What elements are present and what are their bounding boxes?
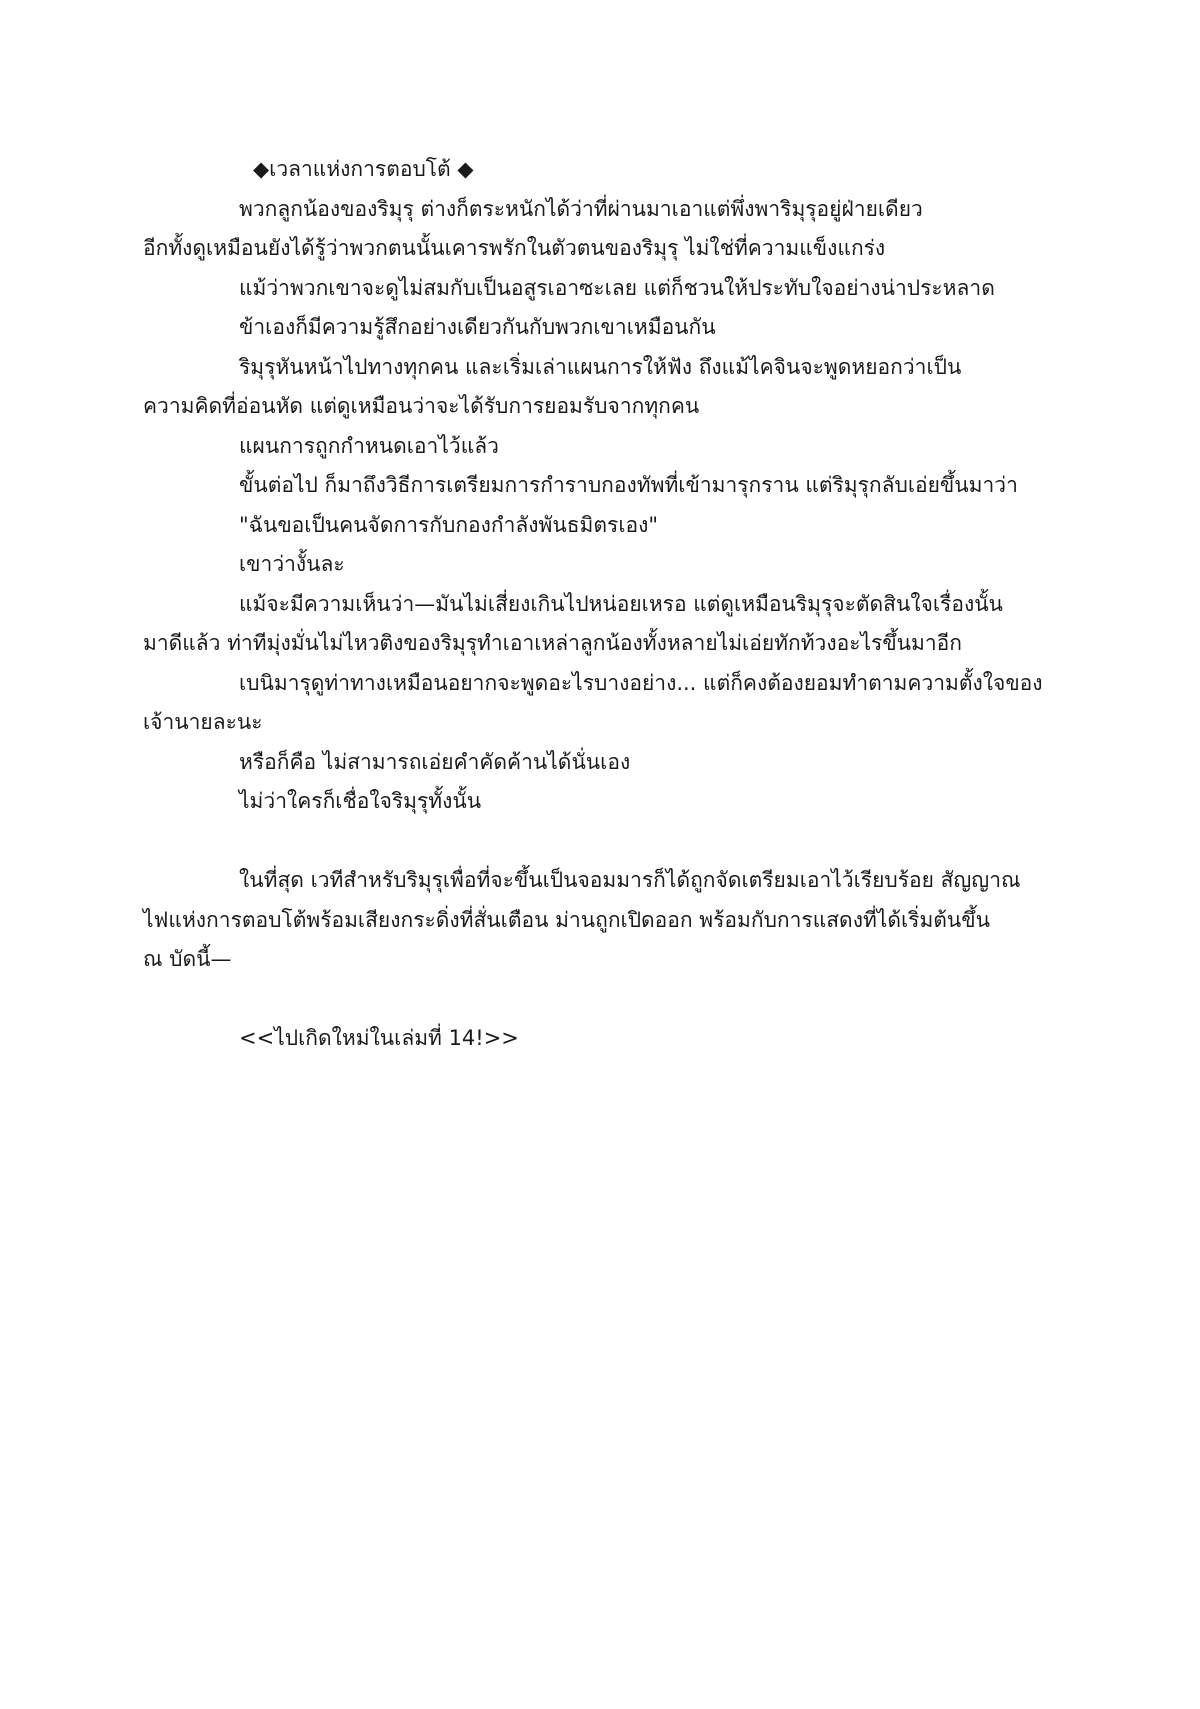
- document-body: [143, 150, 1056, 1059]
- paragraph-gap: [143, 980, 1056, 1020]
- paragraph-line: เขาว่างั้นละ: [239, 552, 345, 576]
- paragraph-line: อีกทั้งดูเหมือนยังได้รู้ว่าพวกตนนั้นเคารพรักในตัวตนของริมุรุ ไม่ใช่ที่ความแข็งแกร่ง: [143, 236, 886, 260]
- paragraph-line: เบนิมารุดูท่าทางเหมือนอยากจะพูดอะไรบางอย่าง... แต่ก็คงต้องยอมทำตามความตั้งใจของ: [239, 670, 1043, 695]
- paragraph-line: เจ้านายละนะ: [143, 710, 263, 734]
- paragraph-line: หรือก็คือ ไม่สามารถเอ่ยคำคัดค้านได้นั่นเอง: [239, 749, 631, 774]
- paragraph-line: ไฟแห่งการตอบโต้พร้อมเสียงกระดิ่งที่สั่นเตือน ม่านถูกเปิดออก พร้อมกับการแสดงที่ได้เริ่มต้นขึ้น: [143, 907, 990, 932]
- paragraph-line: ความคิดที่อ่อนหัด แต่ดูเหมือนว่าจะได้รับการยอมรับจากทุกคน: [143, 394, 700, 418]
- section-title: ◆เวลาแห่งการตอบโต้ ◆: [253, 157, 474, 181]
- next-volume-note: <<ไปเกิดใหม่ในเล่มที่ 14!>>: [239, 1026, 519, 1050]
- paragraph-line: ขั้นต่อไป ก็มาถึงวิธีการเตรียมการกำราบกองทัพที่เข้ามารุกราน แต่ริมุรุกลับเอ่ยขึ้นมาว่า: [239, 473, 1018, 497]
- paragraph-line: แม้จะมีความเห็นว่า—มันไม่เสี่ยงเกินไปหน่อยเหรอ แต่ดูเหมือนริมุรุจะตัดสินใจเรื่องนั้น: [239, 591, 1003, 616]
- paragraph-line: ข้าเองก็มีความรู้สึกอย่างเดียวกันกับพวกเขาเหมือนกัน: [239, 315, 716, 339]
- paragraph-gap: [143, 822, 1056, 862]
- dialogue-line: "ฉันขอเป็นคนจัดการกับกองกำลังพันธมิตรเอง": [239, 512, 659, 537]
- paragraph-line: ณ บัดนี้—: [143, 947, 232, 971]
- paragraph-line: ในที่สุด เวทีสำหรับริมุรุเพื่อที่จะขึ้นเป็นจอมมารก็ได้ถูกจัดเตรียมเอาไว้เรียบร้อย สัญญาณ: [239, 868, 1021, 892]
- paragraph-line: ริมุรุหันหน้าไปทางทุกคน และเริ่มเล่าแผนการให้ฟัง ถึงแม้ไคจินจะพูดหยอกว่าเป็น: [239, 354, 962, 379]
- paragraph-line: มาดีแล้ว ท่าทีมุ่งมั่นไม่ไหวติงของริมุรุทำเอาเหล่าลูกน้องทั้งหลายไม่เอ่ยทักท้วงอะไรขึ้นมาอีก: [143, 631, 962, 655]
- paragraph-line: แม้ว่าพวกเขาจะดูไม่สมกับเป็นอสูรเอาซะเลย แต่ก็ชวนให้ประทับใจอย่างน่าประหลาด: [239, 275, 995, 300]
- paragraph-line: พวกลูกน้องของริมุรุ ต่างก็ตระหนักได้ว่าที่ผ่านมาเอาแต่พึ่งพาริมุรุอยู่ฝ่ายเดียว: [239, 196, 923, 221]
- paragraph-line: ไม่ว่าใครก็เชื่อใจริมุรุทั้งนั้น: [239, 789, 482, 813]
- paragraph-line: แผนการถูกกำหนดเอาไว้แล้ว: [239, 433, 499, 458]
